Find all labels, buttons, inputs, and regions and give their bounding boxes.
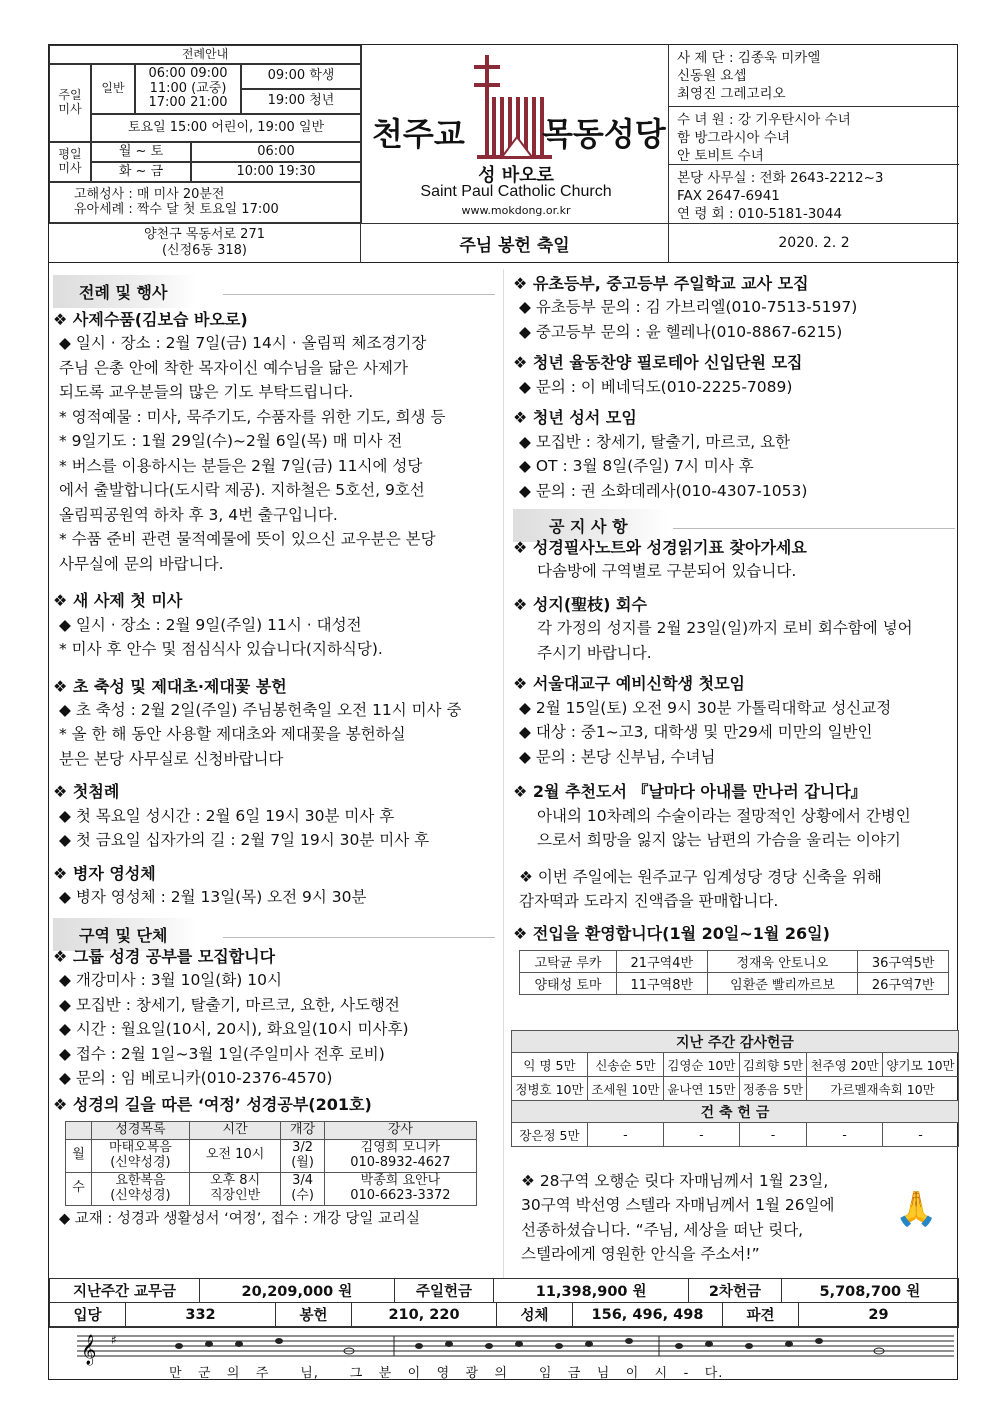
heading-palm-return: ❖ 성지(聖枝) 회수 <box>513 594 647 614</box>
section-band-groups: 구역 및 단체 <box>53 918 197 951</box>
patron-name: 성 바오로 <box>478 165 554 186</box>
condolence-notice: ❖ 28구역 오행순 릿다 자매님께서 1월 23일, 30구역 박선영 스텔라 자매님께서 1월 26일에 선종하셨습니다. “주님, 세상을 떠난 릿다, 스텔라에게 영원한 안식을 주소서!” <box>521 1172 835 1264</box>
list-item: ◆ 대상 : 중1~고3, 대학생 및 만29세 미만의 일반인 <box>519 723 873 742</box>
list-item: ◆ 문의 : 임 베로니카(010-2376-4570) <box>59 1069 333 1087</box>
seminary-lines <box>513 696 955 769</box>
heading-philothea: ❖ 청년 율동찬양 필로테아 신입단원 모집 <box>513 353 803 373</box>
list-item: * 미사 후 안수 및 점심식사 있습니다(지하식당). <box>59 640 383 659</box>
general-times: 06:00 09:00 11:00 (교중) 17:00 21:00 <box>135 64 241 114</box>
liturgy-title: 전례안내 <box>49 45 361 64</box>
confession-note: 고해성사 : 매 미사 20분전 유아세례 : 짝수 달 첫 토요일 17:00 <box>49 182 361 223</box>
section-band-liturgy: 전례 및 행사 <box>53 275 197 308</box>
list-item: ◆ 모집반 : 창세기, 탈출기, 마르코, 요한, 사도행전 <box>59 995 400 1014</box>
svg-text:♯: ♯ <box>111 1333 117 1347</box>
attendance-table <box>49 1302 959 1327</box>
sisters: 수 녀 원 : 강 기우탄시아 수녀 함 방그라시아 수녀 안 토비트 수녀 <box>669 107 959 165</box>
tue-fri: 화 ~ 금 <box>91 162 191 182</box>
building-title: 건 축 헌 금 <box>512 1101 959 1123</box>
hymn-lyrics: 만 군 의 주 님, 그 분 이 영 광 의 임 금 님 이 시 - 다. <box>169 1366 724 1381</box>
hymn-staff <box>49 1327 959 1381</box>
heading-sick-communion: ❖ 병자 영성체 <box>53 863 156 883</box>
tue-fri-time: 10:00 19:30 <box>191 162 361 182</box>
website: www.mokdong.or.kr <box>461 204 571 217</box>
list-item: ◆ 문의 : 본당 신부님, 수녀님 <box>519 747 716 766</box>
sale-notice: ❖ 이번 주일에는 원주교구 임계성당 경당 신축을 위해 감자떡과 도라지 진액즙을 판매합니다. <box>519 867 882 910</box>
table-row: 고탁균 루카 21구역4반 정재욱 안토니오 36구역5반 <box>520 950 949 972</box>
bulletin-page <box>48 44 958 1380</box>
sunday-mass-label: 주일 미사 <box>49 64 91 142</box>
praying-hands-icon: 🙏 <box>895 1189 938 1229</box>
list-item: ◆ 일시 · 장소 : 2월 7일(금) 14시 · 올림픽 체조경기장 주님 은총 안에 착한 목자이신 예수님을 닮은 사제가 되도록 교우분들의 많은 기도 부탁드립니다. <box>59 334 427 402</box>
list-item: ◆ 첫 목요일 성시간 : 2월 6일 19시 30분 미사 후 <box>59 806 395 825</box>
mon-sat-time: 06:00 <box>191 142 361 162</box>
teacher-recruit-lines <box>513 295 955 344</box>
list-item: * 버스를 이용하시는 분들은 2월 7일(금) 11시에 성당 에서 출발합니다(도시락 제공). 지하철은 5호선, 9호선 올림픽공원역 하차 후 3, 4번 출구입니다. <box>59 456 425 524</box>
bible-study-lines <box>53 968 495 1090</box>
weekday-label: 평일 미사 <box>49 142 91 182</box>
palm-return-text: 각 가정의 성지를 2월 23일(일)까지 로비 회수함에 넣어 주시기 바랍니다. <box>537 619 913 662</box>
student-time: 09:00 학생 <box>241 64 361 89</box>
table-row: 익 명 5만 신송순 5만 김영순 10만 김희향 5만 천주영 20만 양기모 10만 <box>512 1053 959 1077</box>
heading-candle: ❖ 초 축성 및 제대초·제대꽃 봉헌 <box>53 676 287 696</box>
heading-ordination: ❖ 사제수품(김보습 바오로) <box>53 310 248 329</box>
list-item: ◆ 일시 · 장소 : 2월 9일(주일) 11시 · 대성전 <box>59 615 362 634</box>
list-item: * 영적예물 : 미사, 묵주기도, 수품자를 위한 기도, 희생 등 <box>59 407 446 426</box>
journey-note: ◆ 교재 : 성경과 생활성서 ‘여정’, 접수 : 개강 당일 교리실 <box>59 1210 420 1227</box>
heading-welcome: ❖ 전입을 환영합니다(1월 20일~1월 26일) <box>513 924 830 944</box>
youth-bible-lines <box>513 430 955 503</box>
list-item: ◆ 병자 영성체 : 2월 13일(목) 오전 9시 30분 <box>59 888 367 907</box>
bible-schedule-table: 성경목록 시간 개강 강사 월 마태오복음 (신약성경) 오전 10시 3/2 (월) 김영희 모니카 010-8932-4627 수 요한복음 (신약성경) 오후 8시 직장인반 3/4 (수) 박종희 요안나 010-6623-3372 <box>65 1121 477 1206</box>
address: 양천구 목동서로 271 (신정6동 318) <box>49 223 361 263</box>
first-mass-lines <box>53 613 495 662</box>
church-name-left: 천주교 <box>372 115 465 153</box>
finance-table <box>49 1278 959 1303</box>
table-row: 입당 332 봉헌 210, 220 성체 156, 496, 498 파견 29 <box>50 1303 959 1327</box>
list-item: * 올 한 해 동안 사용할 제대초와 제대꽃을 봉헌하실 분은 본당 사무실로 신청바랍니다 <box>59 725 406 768</box>
list-item: ◆ 접수 : 2월 1일~3월 1일(주일미사 전후 로비) <box>59 1044 385 1063</box>
list-item: ◆ 첫 금요일 십자가의 길 : 2월 7일 19시 30분 미사 후 <box>59 831 430 850</box>
table-row: 양태성 토마 11구역8반 임환준 빨리까르보 26구역7반 <box>520 972 949 994</box>
church-logo-block <box>361 45 669 223</box>
bible-notebook-text: 다솜방에 구역별로 구분되어 있습니다. <box>537 562 797 581</box>
list-item: ◆ 시간 : 월요일(10시, 20시), 화요일(10시 미사후) <box>59 1020 409 1039</box>
table-row: 월 마태오복음 (신약성경) 오전 10시 3/2 (월) 김영희 모니카 010-8932-4627 <box>66 1139 477 1172</box>
heading-bible-notebook: ❖ 성경필사노트와 성경읽기표 찾아가세요 <box>513 538 807 558</box>
heading-bible-study: ❖ 그룹 성경 공부를 모집합니다 <box>53 946 276 966</box>
english-name: Saint Paul Catholic Church <box>420 183 612 200</box>
list-item: ◆ 유초등부 문의 : 김 가브리엘(010-7513-5197) <box>519 298 858 317</box>
list-item: ◆ 초 축성 : 2월 2일(주일) 주님봉헌축일 오전 11시 미사 중 <box>59 700 462 719</box>
list-item: ◆ 모집반 : 창세기, 탈출기, 마르코, 요한 <box>519 432 791 451</box>
ordination-lines <box>53 331 495 576</box>
list-item: ◆ 문의 : 이 베네딕도(010-2225-7089) <box>519 377 793 396</box>
list-item: ◆ 중고등부 문의 : 윤 헬레나(010-8867-6215) <box>519 322 843 341</box>
priests: 사 제 단 : 김종욱 미카엘 신동원 요셉 최영진 그레고리오 <box>669 45 959 107</box>
candle-lines <box>53 698 495 771</box>
welcome-table <box>519 950 949 995</box>
table-row: 장은정 5만 - - - - - <box>512 1123 959 1147</box>
section-band-notices: 공 지 사 항 <box>513 509 668 542</box>
youth-time: 19:00 청년 <box>241 89 361 114</box>
table-row: 지난주간 교무금 20,209,000 원 주일헌금 11,398,900 원 2차헌금 5,708,700 원 <box>50 1279 959 1303</box>
general-label: 일반 <box>91 64 135 114</box>
list-item: * 수품 준비 관련 물적예물에 뜻이 있으신 교우분은 본당 사무실에 문의 바랍니다. <box>59 530 436 573</box>
mon-sat: 월 ~ 토 <box>91 142 191 162</box>
table-row: 수 요한복음 (신약성경) 오후 8시 직장인반 3/4 (수) 박종희 요안나 010-6623-3372 <box>66 1172 477 1205</box>
thanks-table <box>511 1030 959 1147</box>
left-column <box>53 269 495 1230</box>
header <box>49 45 959 263</box>
first-devotion-lines <box>53 804 495 853</box>
list-item: * 9일기도 : 1월 29일(수)~2월 6일(목) 매 미사 전 <box>59 432 403 451</box>
thanks-title: 지난 주간 감사헌금 <box>512 1031 959 1053</box>
list-item: ◆ 개강미사 : 3월 10일(화) 10시 <box>59 971 282 990</box>
philothea-lines <box>513 375 955 399</box>
sick-communion-lines <box>53 885 495 909</box>
right-info <box>669 45 959 223</box>
heading-teacher-recruit: ❖ 유초등부, 중고등부 주일학교 교사 모집 <box>513 274 809 293</box>
heading-journey: ❖ 성경의 길을 따른 ‘여정’ 성경공부(201호) <box>53 1095 372 1115</box>
table-row: 정병호 10만 조세원 10만 윤나연 15만 정종음 5만 가르멜재속회 10만 <box>512 1077 959 1101</box>
list-item: ◆ 2월 15일(토) 오전 9시 30분 가톨릭대학교 성신교정 <box>519 698 892 717</box>
office-contacts: 본당 사무실 : 전화 2643-2212~3 FAX 2647-6941 연 령 회 : 010-5181-3044 <box>677 170 884 223</box>
heading-first-devotion: ❖ 첫첨례 <box>53 782 120 802</box>
book-text: 아내의 10차례의 수술이라는 절망적인 상황에서 간병인 으로서 희망을 잃지 않는 남편의 가슴을 울리는 이야기 <box>537 806 911 850</box>
issue-date: 2020. 2. 2 <box>778 235 850 251</box>
feast-title: 주님 봉헌 축일 <box>361 223 669 263</box>
heading-seminary: ❖ 서울대교구 예비신학생 첫모임 <box>513 674 745 694</box>
saturday-note: 토요일 15:00 어린이, 19:00 일반 <box>91 114 361 142</box>
svg-text:𝄞: 𝄞 <box>81 1335 97 1365</box>
heading-book: ❖ 2월 추천도서 『날마다 아내를 만나러 갑니다』 <box>513 782 867 802</box>
right-column <box>513 273 955 1001</box>
list-item: ◆ 문의 : 권 소화데레사(010-4307-1053) <box>519 481 808 500</box>
heading-first-mass: ❖ 새 사제 첫 미사 <box>53 591 183 611</box>
list-item: ◆ OT : 3월 8일(주일) 7시 미사 후 <box>519 457 754 476</box>
church-name-right: 목동성당 <box>542 115 666 153</box>
heading-youth-bible: ❖ 청년 성서 모임 <box>513 408 637 428</box>
